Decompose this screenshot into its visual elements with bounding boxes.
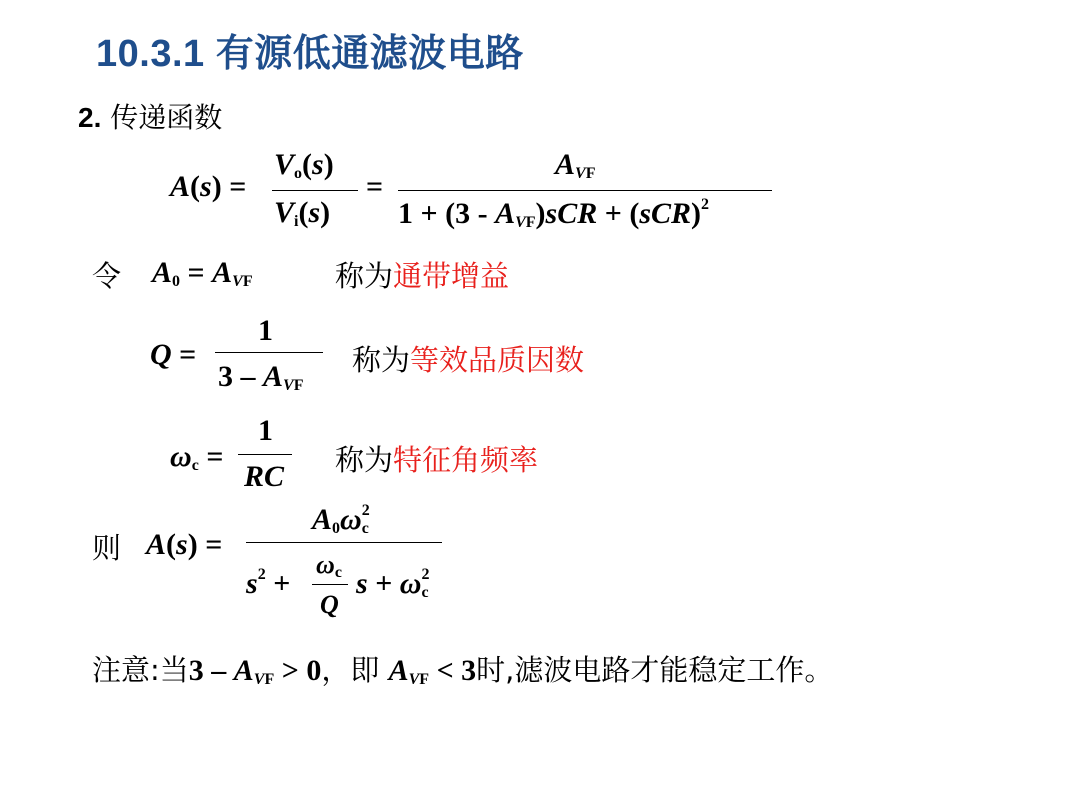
- equiv-q-term: 等效品质因数: [410, 343, 585, 377]
- note-mid: ，即: [321, 653, 380, 687]
- page-title: 10.3.1 有源低通滤波电路: [96, 33, 524, 75]
- called-label: 称为: [335, 259, 394, 293]
- then-label: 则: [92, 531, 122, 565]
- called-label: 称为: [352, 343, 411, 377]
- note-suffix: 时,滤波电路才能稳定工作。: [476, 653, 834, 687]
- section-heading: [78, 96, 222, 136]
- called-label: 称为: [335, 443, 394, 477]
- slide: 10.3.1 有源低通滤波电路 2. 传递函数 A(s) = $V_o(s)$ $V_i(s)$ = $A_{VF}$ $1 + (3 - A_{VF})sCR + (sCR)^2$ 令 $A_0 = A_{VF}$ 称为通带增益 Q = 1 $3 - A_{VF}$ 称为等效品质因数 $\omega_c$ = 1 RC 称为特征角频率 则 A(s) = $A_0\omega^2_c$ $s^2$ + $\omega_c$ Q $s + \omega^2_c$ 注意:当$3 - A_{VF} > 0$，即 $A_{VF} < 3$时,滤波电路才能稳定工作。: [0, 0, 1080, 810]
- note-prefix: 注意:当: [92, 653, 189, 687]
- section-label: 传递函数: [110, 101, 223, 134]
- section-number: 2.: [78, 102, 102, 133]
- char-freq-term: 特征角频率: [393, 443, 539, 477]
- passband-gain-term: 通带增益: [393, 259, 510, 293]
- let-label: 令: [92, 259, 122, 293]
- stability-note: 注意:当$3 - A_{VF} > 0$，即 $A_{VF} < 3$时,滤波电路才能稳定工作。: [92, 653, 834, 688]
